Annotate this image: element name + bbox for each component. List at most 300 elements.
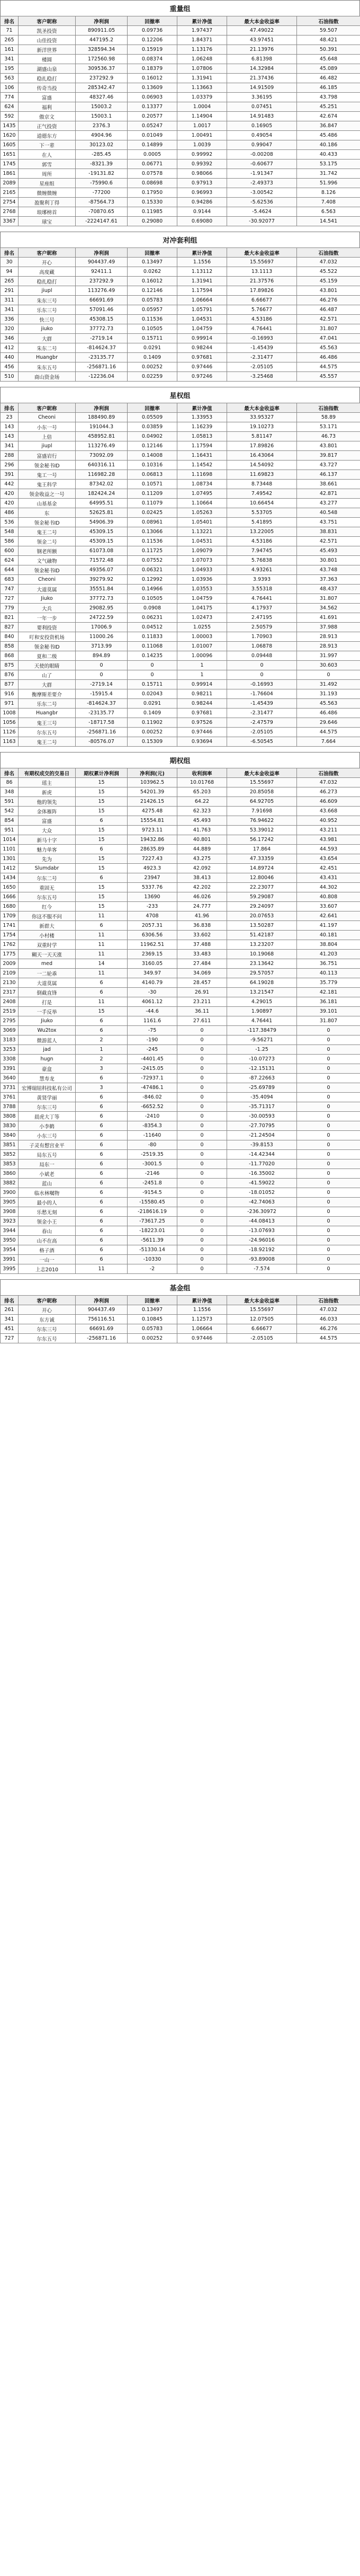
rank-cell: 854 <box>1 816 19 826</box>
value-cell: -256871.16 <box>76 728 128 737</box>
column-header: 石油指数 <box>297 16 360 26</box>
value-cell: 6 <box>76 921 128 931</box>
value-cell: 45.486 <box>297 131 360 140</box>
rank-cell: 876 <box>1 670 19 680</box>
table-row <box>1 978 360 988</box>
value-cell: 45309.15 <box>76 527 128 537</box>
value-cell: 1.31941 <box>177 74 227 83</box>
value-cell: -73617.25 <box>128 1217 177 1226</box>
nickname-cell: 领金收益之一号 <box>19 489 76 499</box>
table-row <box>1 797 360 807</box>
value-cell: 14.89724 <box>227 864 297 873</box>
value-cell: 92411.1 <box>76 267 128 277</box>
value-cell: 103962.5 <box>128 778 177 787</box>
value-cell: 31.807 <box>297 324 360 334</box>
nickname-cell: 富盛 <box>19 93 76 102</box>
value-cell: 0 <box>128 670 177 680</box>
value-cell: 65.203 <box>177 787 227 797</box>
value-cell: 47.49022 <box>227 26 297 36</box>
rank-cell: 161 <box>1 45 19 55</box>
table-row <box>1 1236 360 1245</box>
rank-cell: 2165 <box>1 188 19 198</box>
nickname-cell: 新群大 <box>19 921 76 931</box>
rank-cell: 586 <box>1 537 19 546</box>
table-row <box>1 112 360 121</box>
rank-cell: 341 <box>1 55 19 64</box>
value-cell: 49356.07 <box>76 565 128 575</box>
section-title: 对冲套利组 <box>0 232 360 247</box>
value-cell: -10330 <box>128 1255 177 1264</box>
nickname-cell: 尔东三号 <box>19 1102 76 1112</box>
value-cell: -27.70795 <box>227 1121 297 1131</box>
table-row <box>1 1159 360 1169</box>
value-cell: 0.9144 <box>177 207 227 217</box>
value-cell: 3160.05 <box>128 959 177 969</box>
value-cell: 64.19028 <box>227 978 297 988</box>
value-cell: 0 <box>297 670 360 680</box>
value-cell: 15003.1 <box>76 112 128 121</box>
table-row <box>1 1179 360 1188</box>
value-cell: -0.16993 <box>227 334 297 343</box>
value-cell: -93.89008 <box>227 1255 297 1264</box>
table-row <box>1 102 360 112</box>
rank-cell: 1605 <box>1 140 19 150</box>
ranking-table <box>0 768 360 1274</box>
table-row <box>1 489 360 499</box>
nickname-cell: 新洋世界 <box>19 45 76 55</box>
table-row <box>1 709 360 718</box>
value-cell: 46.137 <box>297 470 360 480</box>
nickname-cell: 双重时学 <box>19 940 76 950</box>
value-cell: 13.50287 <box>227 921 297 931</box>
value-cell: 0.14235 <box>128 651 177 661</box>
value-cell: 0.97446 <box>177 362 227 372</box>
value-cell: 0 <box>297 1102 360 1112</box>
value-cell: 4.76441 <box>227 324 297 334</box>
value-cell: 0.15711 <box>128 680 177 689</box>
value-cell: 37772.73 <box>76 324 128 334</box>
column-header: 客户昵称 <box>19 16 76 26</box>
value-cell: 45.493 <box>297 546 360 556</box>
rank-cell: 2768 <box>1 207 19 217</box>
table-row <box>1 480 360 489</box>
column-header: 净利润 <box>76 403 128 413</box>
value-cell: 0 <box>177 1236 227 1245</box>
value-cell: 29.57057 <box>227 969 297 978</box>
nickname-cell: 红今 <box>19 902 76 911</box>
value-cell: 1.00003 <box>177 632 227 642</box>
rank-cell: 542 <box>1 807 19 816</box>
rank-cell: 510 <box>1 372 19 382</box>
value-cell: 640316.11 <box>76 461 128 470</box>
rank-cell: 624 <box>1 556 19 565</box>
value-cell: 0.13497 <box>128 1305 177 1315</box>
value-cell: 40.808 <box>297 892 360 902</box>
value-cell: -44.08413 <box>227 1217 297 1226</box>
rank-cell: 1008 <box>1 709 19 718</box>
value-cell: 43.668 <box>297 807 360 816</box>
value-cell: 0 <box>297 1035 360 1045</box>
value-cell: 1.08734 <box>177 480 227 489</box>
value-cell: -3.25468 <box>227 372 297 382</box>
value-cell: 45.159 <box>297 277 360 286</box>
value-cell: -0.60677 <box>227 160 297 169</box>
value-cell: -2.49373 <box>227 179 297 188</box>
rank-cell: 875 <box>1 661 19 670</box>
table-row <box>1 651 360 661</box>
table-row <box>1 1324 360 1334</box>
table-row <box>1 315 360 324</box>
value-cell: 48327.46 <box>76 93 128 102</box>
value-cell: 0.08374 <box>128 55 177 64</box>
value-cell: 904437.49 <box>76 258 128 267</box>
value-cell: 0.02043 <box>128 689 177 699</box>
value-cell: 1.05401 <box>177 518 227 527</box>
value-cell: -245 <box>128 1045 177 1055</box>
value-cell: 45.563 <box>297 343 360 353</box>
value-cell: 44.889 <box>177 845 227 854</box>
value-cell: 36.847 <box>297 121 360 131</box>
table-row <box>1 816 360 826</box>
value-cell: 0 <box>297 1179 360 1188</box>
value-cell: 27.611 <box>177 1016 227 1026</box>
table-row <box>1 518 360 527</box>
value-cell: 1.13112 <box>177 267 227 277</box>
value-cell: 5.81147 <box>227 432 297 441</box>
value-cell: 0.29080 <box>128 217 177 226</box>
value-cell: 0 <box>227 661 297 670</box>
column-header: 累计净值 <box>177 16 227 26</box>
nickname-cell: med <box>19 959 76 969</box>
table-row <box>1 556 360 565</box>
value-cell: -2415.05 <box>128 1064 177 1074</box>
value-cell: 43.727 <box>297 461 360 470</box>
value-cell: -30.00593 <box>227 1112 297 1121</box>
value-cell: -41.59022 <box>227 1179 297 1188</box>
value-cell: 6 <box>76 1112 128 1121</box>
value-cell: 0.10571 <box>128 480 177 489</box>
value-cell: 36.181 <box>297 997 360 1007</box>
table-row <box>1 150 360 160</box>
value-cell: 1161.6 <box>128 1016 177 1026</box>
value-cell: 0.10845 <box>128 1315 177 1324</box>
rank-cell: 1666 <box>1 892 19 902</box>
column-header: 排名 <box>1 1296 19 1305</box>
value-cell: 1.16239 <box>177 422 227 432</box>
value-cell: 19.10273 <box>227 422 297 432</box>
value-cell: -6.50545 <box>227 737 297 747</box>
value-cell: 191044.3 <box>76 422 128 432</box>
value-cell: 0.11209 <box>128 489 177 499</box>
rank-cell: 3851 <box>1 1140 19 1150</box>
nickname-cell: 小东一号 <box>19 422 76 432</box>
value-cell: -5.62536 <box>227 198 297 207</box>
nickname-cell: 一手反举 <box>19 1007 76 1016</box>
section-gap <box>0 747 360 752</box>
rank-cell: 536 <box>1 518 19 527</box>
value-cell: 47.032 <box>297 258 360 267</box>
value-cell: 29082.95 <box>76 604 128 613</box>
value-cell: 41.763 <box>177 826 227 835</box>
rank-cell: 1434 <box>1 873 19 883</box>
rank-cell: 341 <box>1 305 19 315</box>
rank-cell: 877 <box>1 680 19 689</box>
rank-cell: 1435 <box>1 121 19 131</box>
rank-cell: 624 <box>1 102 19 112</box>
value-cell: 0.11725 <box>128 546 177 556</box>
value-cell: 43.211 <box>297 826 360 835</box>
column-header: 有期权成交的交易日 <box>19 768 76 778</box>
nickname-cell: 大众 <box>19 826 76 835</box>
column-header: 石油指数 <box>297 1296 360 1305</box>
value-cell: 0.06903 <box>128 93 177 102</box>
rank-cell: 3788 <box>1 1102 19 1112</box>
column-header: 收利润率 <box>177 768 227 778</box>
value-cell: 0.12992 <box>128 575 177 585</box>
value-cell: 0.01049 <box>128 131 177 140</box>
value-cell: 7227.43 <box>128 854 177 864</box>
value-cell: -1.45439 <box>227 343 297 353</box>
table-row <box>1 1093 360 1102</box>
header-row <box>1 248 360 258</box>
table-row <box>1 353 360 362</box>
nickname-cell: 重固无 <box>19 883 76 892</box>
value-cell: 1.70903 <box>227 632 297 642</box>
value-cell: -0.16993 <box>227 680 297 689</box>
nickname-cell: 新虎 <box>19 787 76 797</box>
nickname-cell: 星座组 <box>19 179 76 188</box>
value-cell: 0 <box>297 1217 360 1226</box>
nickname-cell: 稳扎稳打 <box>19 74 76 83</box>
value-cell: -80 <box>128 1140 177 1150</box>
value-cell: 42.202 <box>177 883 227 892</box>
value-cell: -77200 <box>76 188 128 198</box>
value-cell: 61073.08 <box>76 546 128 556</box>
nickname-cell: 钢老所额 <box>19 546 76 556</box>
nickname-cell: Huangbr <box>19 353 76 362</box>
value-cell: 0.04512 <box>128 623 177 632</box>
value-cell: 37772.73 <box>76 594 128 604</box>
column-header: 石油指数 <box>297 403 360 413</box>
value-cell: 0.97681 <box>177 709 227 718</box>
value-cell: 13690 <box>128 892 177 902</box>
value-cell: 0 <box>177 1169 227 1179</box>
value-cell: 66691.69 <box>76 1324 128 1334</box>
table-row <box>1 546 360 556</box>
value-cell: 52625.81 <box>76 508 128 518</box>
value-cell: 2369.15 <box>128 950 177 959</box>
value-cell: 51.42187 <box>227 931 297 940</box>
value-cell: 1.0039 <box>177 140 227 150</box>
value-cell: 21.13976 <box>227 45 297 55</box>
rank-cell: 1101 <box>1 845 19 854</box>
value-cell: 116982.28 <box>76 470 128 480</box>
value-cell: 0 <box>177 1055 227 1064</box>
value-cell: 1.0017 <box>177 121 227 131</box>
value-cell: -2.05105 <box>227 362 297 372</box>
nickname-cell: 乐东三号 <box>19 305 76 315</box>
value-cell: 40.801 <box>177 835 227 845</box>
rank-cell: 3853 <box>1 1159 19 1169</box>
table-row <box>1 892 360 902</box>
nickname-cell: 福利 <box>19 102 76 112</box>
value-cell: 44.575 <box>297 362 360 372</box>
rank-cell: 2795 <box>1 1016 19 1026</box>
value-cell: 0 <box>128 661 177 670</box>
value-cell: 1.12573 <box>177 1315 227 1324</box>
value-cell: 15.55697 <box>227 778 297 787</box>
value-cell: 6 <box>76 1074 128 1083</box>
value-cell: 15.55697 <box>227 258 297 267</box>
value-cell: 11 <box>76 1264 128 1274</box>
nickname-cell: 小李鹤 <box>19 1121 76 1131</box>
value-cell: 11 <box>76 950 128 959</box>
value-cell: 43.431 <box>297 873 360 883</box>
nickname-cell: 传奇当投 <box>19 83 76 93</box>
value-cell: 42.871 <box>297 489 360 499</box>
value-cell: 29.646 <box>297 718 360 728</box>
value-cell: 0 <box>177 1245 227 1255</box>
value-cell: 0.15711 <box>128 334 177 343</box>
nickname-cell: 夏和二级 <box>19 651 76 661</box>
value-cell: 45.251 <box>297 102 360 112</box>
value-cell: 23.211 <box>177 997 227 1007</box>
column-header: 净利润(元) <box>128 768 177 778</box>
value-cell: 1.13176 <box>177 45 227 55</box>
value-cell: 54201.39 <box>128 787 177 797</box>
value-cell: -42.74063 <box>227 1198 297 1207</box>
value-cell: -814624.37 <box>76 343 128 353</box>
value-cell: 2.47195 <box>227 613 297 623</box>
nickname-cell: 打是 <box>19 997 76 1007</box>
value-cell: 2 <box>76 1035 128 1045</box>
rank-cell: 420 <box>1 499 19 508</box>
value-cell: 42.451 <box>297 864 360 873</box>
rank-cell: 3308 <box>1 1055 19 1064</box>
ranking-table <box>0 247 360 382</box>
value-cell: -190 <box>128 1035 177 1045</box>
value-cell: -47486.1 <box>128 1083 177 1093</box>
value-cell: 17.864 <box>227 845 297 854</box>
section-gap <box>0 1274 360 1279</box>
value-cell: -9.56271 <box>227 1035 297 1045</box>
rank-cell: 3905 <box>1 1198 19 1207</box>
value-cell: 894.89 <box>76 651 128 661</box>
value-cell: 1.04759 <box>177 324 227 334</box>
section-gap <box>0 382 360 387</box>
table-row <box>1 26 360 36</box>
value-cell: -2.31477 <box>227 353 297 362</box>
nickname-cell: 临水林嘱物 <box>19 1188 76 1198</box>
value-cell: 0 <box>177 1035 227 1045</box>
value-cell: 0.08698 <box>128 179 177 188</box>
value-cell: 0 <box>297 1159 360 1169</box>
table-row <box>1 1131 360 1140</box>
table-row <box>1 854 360 864</box>
value-cell: 4708 <box>128 911 177 921</box>
value-cell: 0 <box>297 1140 360 1150</box>
value-cell: 13.22005 <box>227 527 297 537</box>
column-header: 石油指数 <box>297 768 360 778</box>
value-cell: 0 <box>297 1245 360 1255</box>
nickname-cell: 朱东二号 <box>19 343 76 353</box>
rank-cell: 3908 <box>1 1207 19 1217</box>
value-cell: 0.15919 <box>128 45 177 55</box>
value-cell: 0 <box>297 1226 360 1236</box>
value-cell: 2 <box>76 1055 128 1064</box>
value-cell: 0.11833 <box>128 632 177 642</box>
value-cell: 1.09079 <box>177 546 227 556</box>
value-cell: 17.89826 <box>227 286 297 296</box>
rank-cell: 420 <box>1 489 19 499</box>
table-row <box>1 64 360 74</box>
value-cell: 21.37576 <box>227 277 297 286</box>
value-cell: 6 <box>76 873 128 883</box>
value-cell: 3 <box>76 1083 128 1093</box>
value-cell: 40.548 <box>297 508 360 518</box>
value-cell: 41.203 <box>297 950 360 959</box>
value-cell: 6 <box>76 1179 128 1188</box>
rank-cell: 3900 <box>1 1188 19 1198</box>
value-cell: 30.801 <box>297 556 360 565</box>
value-cell: 1.06664 <box>177 1324 227 1334</box>
table-row <box>1 680 360 689</box>
table-row <box>1 787 360 797</box>
value-cell: 4275.48 <box>128 807 177 816</box>
nickname-cell: 在人 <box>19 150 76 160</box>
rank-cell: 1650 <box>1 883 19 892</box>
value-cell: 890911.05 <box>76 26 128 36</box>
value-cell: 0.10316 <box>128 461 177 470</box>
column-header: 排名 <box>1 16 19 26</box>
rank-cell: 1163 <box>1 737 19 747</box>
value-cell: 0.97246 <box>177 372 227 382</box>
value-cell: 53.39012 <box>227 826 297 835</box>
nickname-cell: 朱东五号 <box>19 362 76 372</box>
nickname-cell: 魅力单客 <box>19 845 76 854</box>
rank-cell: 1056 <box>1 718 19 728</box>
value-cell: 33.607 <box>297 902 360 911</box>
value-cell: 1.17594 <box>177 441 227 451</box>
column-header: 最大本金收益率 <box>227 403 297 413</box>
rank-cell: 1651 <box>1 150 19 160</box>
value-cell: 0.10505 <box>128 594 177 604</box>
value-cell: 15.55697 <box>227 1305 297 1315</box>
value-cell: 48.437 <box>297 585 360 594</box>
value-cell: 6 <box>76 1255 128 1264</box>
value-cell: 45.522 <box>297 267 360 277</box>
value-cell: 0 <box>76 661 128 670</box>
table-row <box>1 1305 360 1315</box>
rank-cell: 1412 <box>1 864 19 873</box>
value-cell: 53.171 <box>297 422 360 432</box>
nickname-cell: 大道莫属 <box>19 978 76 988</box>
value-cell: 42.571 <box>297 537 360 546</box>
value-cell: 0 <box>297 1083 360 1093</box>
value-cell: -19131.82 <box>76 169 128 179</box>
rank-cell: 727 <box>1 1334 19 1343</box>
rank-cell: 858 <box>1 642 19 651</box>
table-row <box>1 372 360 382</box>
value-cell: 45.563 <box>297 699 360 709</box>
value-cell: 0.14966 <box>128 585 177 594</box>
table-row <box>1 93 360 102</box>
rank-cell: 143 <box>1 422 19 432</box>
value-cell: 31.997 <box>297 651 360 661</box>
section-title: 星权组 <box>0 387 360 403</box>
nickname-cell: Huangbr <box>19 709 76 718</box>
value-cell: 40.113 <box>297 969 360 978</box>
